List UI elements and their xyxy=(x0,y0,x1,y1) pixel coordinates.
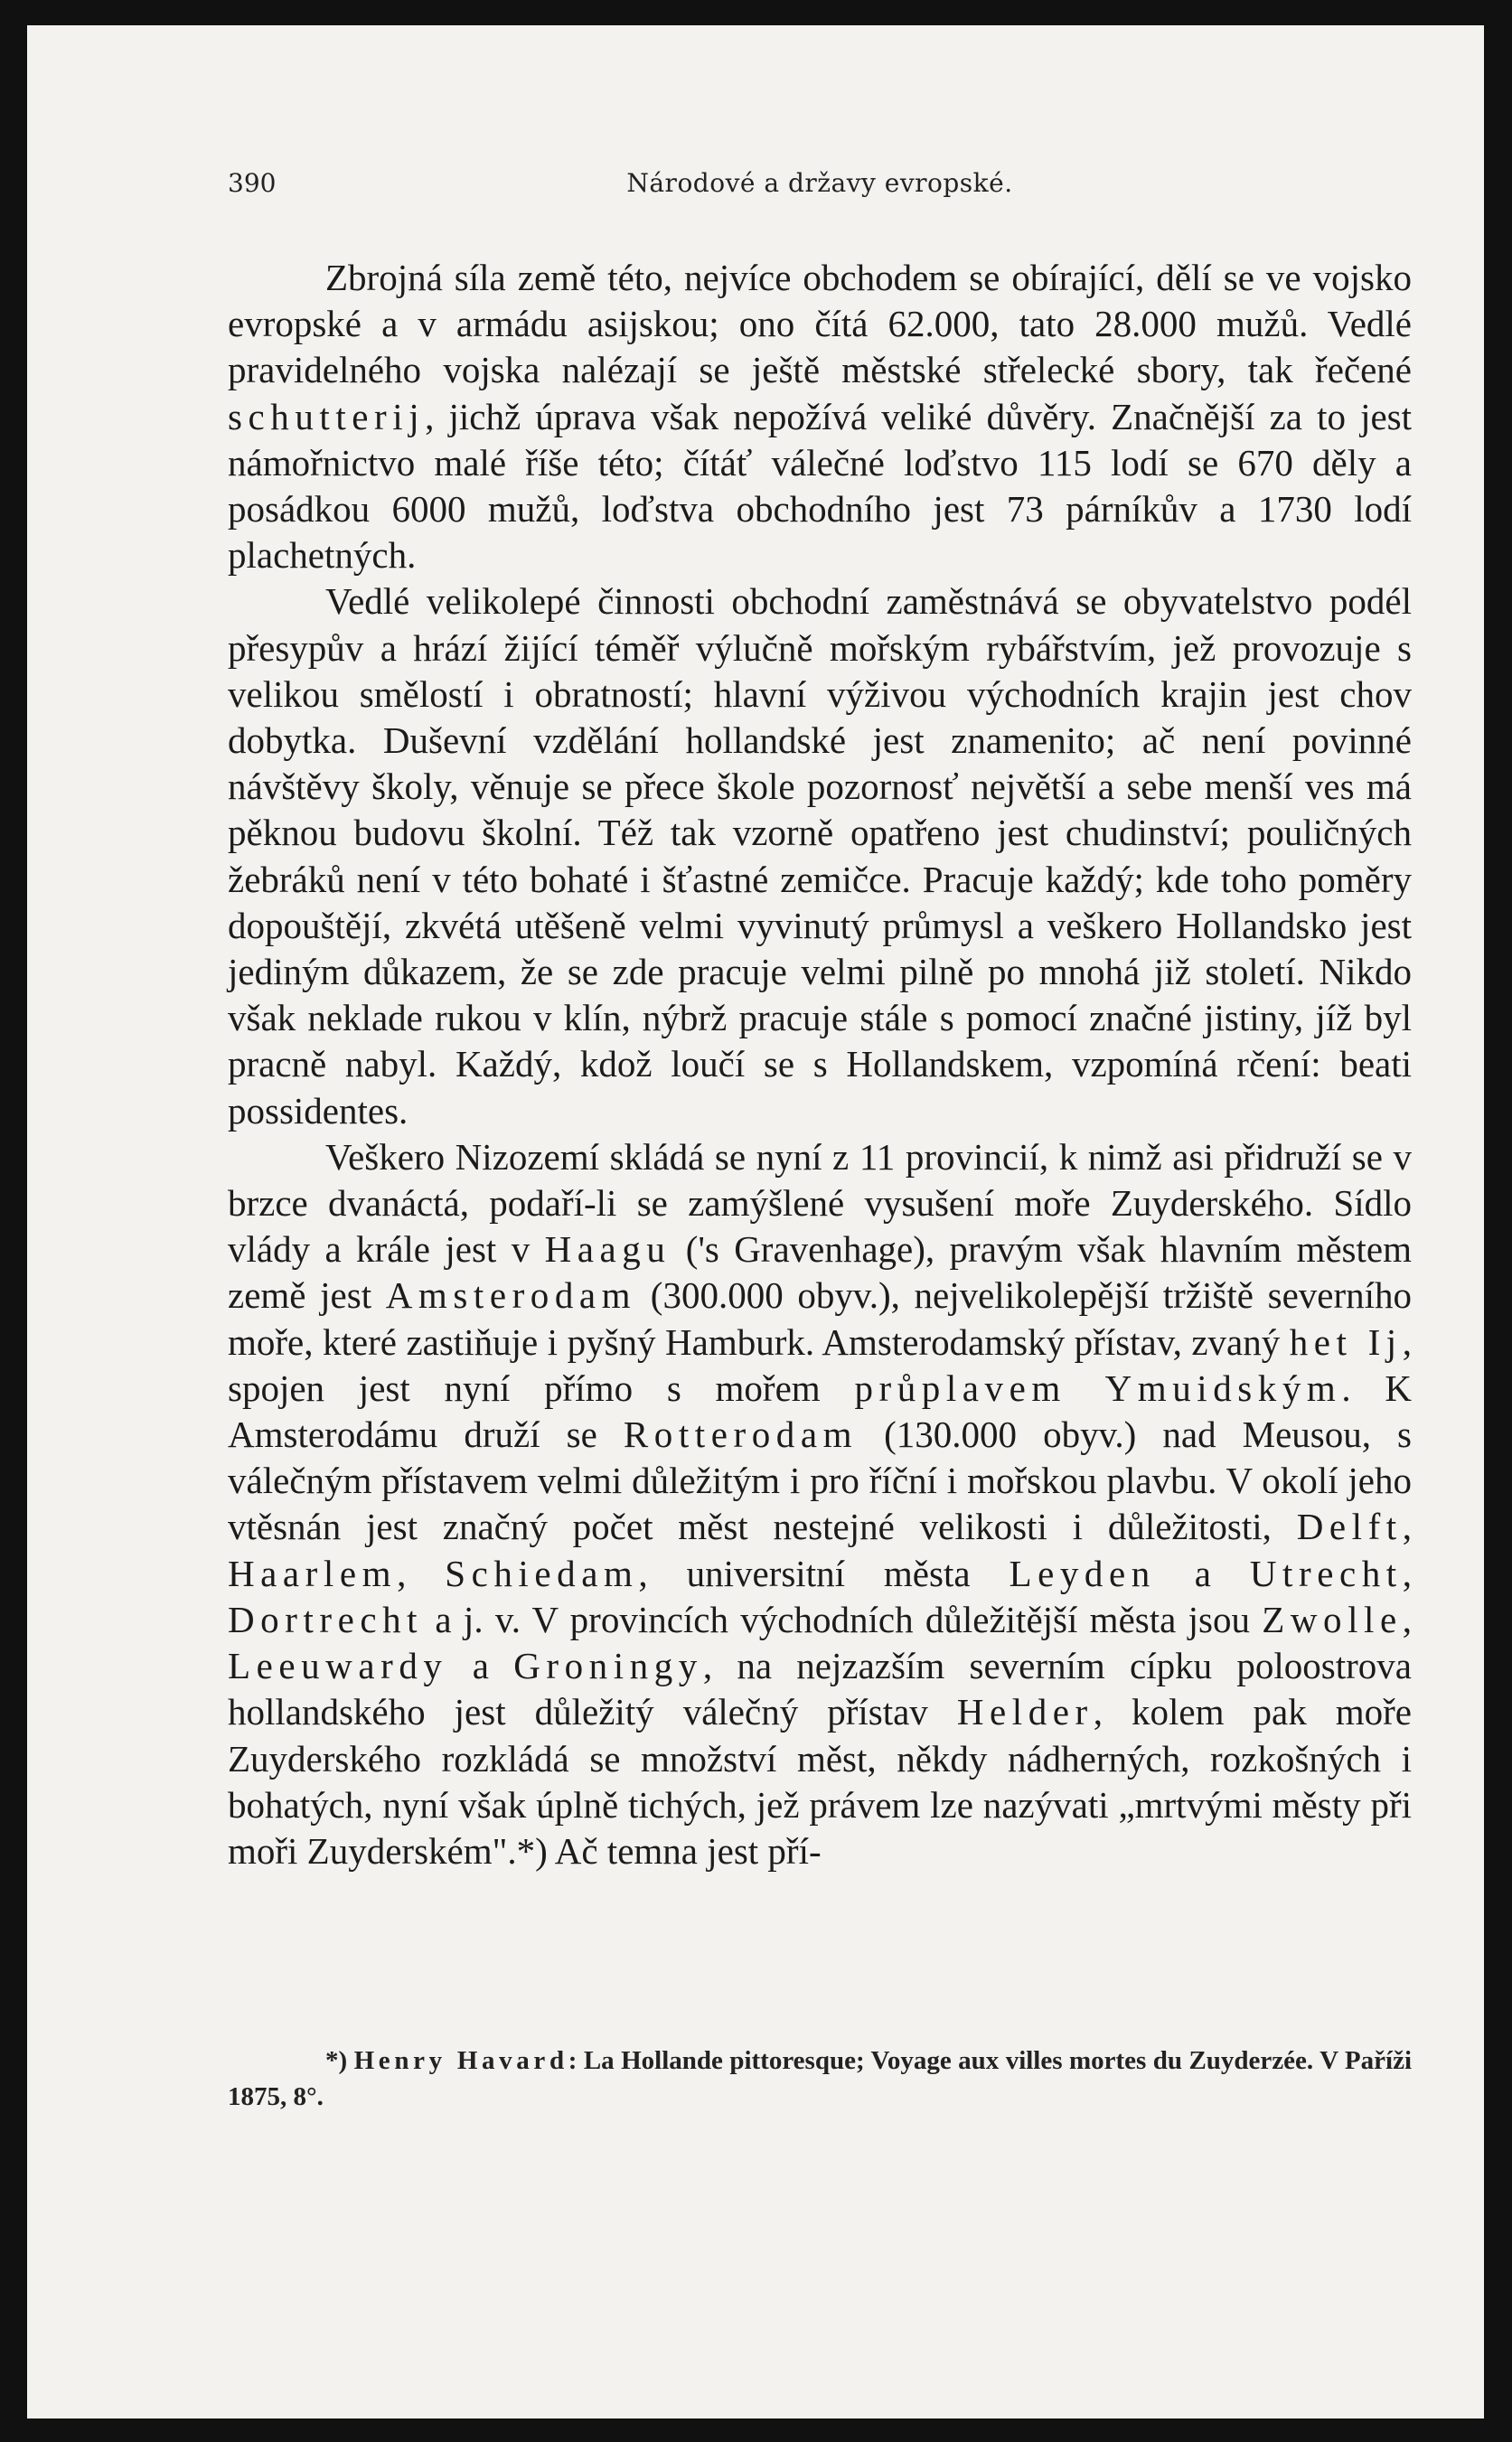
footnote-author: Henry Havard xyxy=(353,2046,568,2075)
paragraph-army: Zbrojná síla země této, nejvíce obchodem se obírající, dělí se ve vojsko evropské a v armádu asijskou; ono čítá 62.000, tato 28.000 mužů. Vedlé pravidelného vojska nalézají se ještě městské střelecké sbory, tak řečené schutterij, jichž úprava však nepožívá veliké důvěry. Značnější za to jest námořnictvo malé říše této; čítáť válečné loďstvo 115 lodí se 670 děly a posádkou 6000 mužů, loďstva obchodního jest 73 párníkův a 1730 lodí plachetných. xyxy=(228,257,1412,577)
running-title: Národové a državy evropské. xyxy=(626,168,1013,198)
footnote-marker: *) xyxy=(325,2046,354,2075)
body-text xyxy=(228,255,1412,1874)
paragraph-people: Vedlé velikolepé činnosti obchodní zaměstnává se obyvatelstvo podél přesypův a hrází žijící téměř výlučně mořským rybářstvím, jež provozuje s velikou smělostí i obratností; hlavní výživou východních krajin jest chov dobytka. Duševní vzdělání hollandské jest znamenito; ač není povinné návštěvy školy, věnuje se přece škole pozornosť největší a sebe menší ves má pěknou budovu školní. Též tak vzorně opatřeno jest chudinství; pouličných žebráků není v této bohaté i šťastné zemičce. Pracuje každý; kde toho poměry dopouštějí, zkvétá utěšeně velmi vyvinutý průmysl a veškero Hollandsko jest jediným důkazem, že se zde pracuje velmi pilně po mnohá již století. Nikdo však neklade rukou v klín, nýbrž pracuje stále s pomocí značné jistiny, jíž byl pracně nabyl. Každý, kdož loučí se s Hollandskem, vzpomíná rčení: beati possidentes. xyxy=(228,580,1412,1132)
page-number: 390 xyxy=(228,168,277,198)
footnote-text: : La Hollande pittoresque; Voyage aux villes mortes du Zuyderzée. V Paříži 1875, 8°. xyxy=(228,2046,1412,2111)
footnote xyxy=(228,2043,1412,2115)
paragraph-provinces: Veškero Nizozemí skládá se nyní z 11 provincií, k nimž asi přidruží se v brzce dvanáctá, podaří-li se zamýšlené vysušení moře Zuyderského. Sídlo vlády a krále jest v Haagu ('s Gravenhage), pravým však hlavním městem země jest Amsterodam (300.000 obyv.), nejvelikolepější tržiště severního moře, které zastiňuje i pyšný Hamburk. Amsterodamský přístav, zvaný het Ij, spojen jest nyní přímo s mořem průplavem Ymuidským. K Amsterodámu druží se Rotterodam (130.000 obyv.) nad Meusou, s válečným přístavem velmi důležitým i pro říční i mořskou plavbu. V okolí jeho vtěsnán jest značný počet měst nestejné velikosti i důležitosti, Delft, Haarlem, Schiedam, universitní města Leyden a Utrecht, Dortrecht a j. v. V provincích východních důležitější města jsou Zwolle, Leeuwardy a Groningy, na nejzazším severním cípku poloostrova hollandského jest důležitý válečný přístav Helder, kolem pak moře Zuyderského rozkládá se množství měst, někdy nádherných, rozkošných i bohatých, nyní však úplně tichých, jež právem lze nazývati „mrtvými městy při moři Zuyderském".*) Ač temna jest pří- xyxy=(228,1135,1413,1872)
